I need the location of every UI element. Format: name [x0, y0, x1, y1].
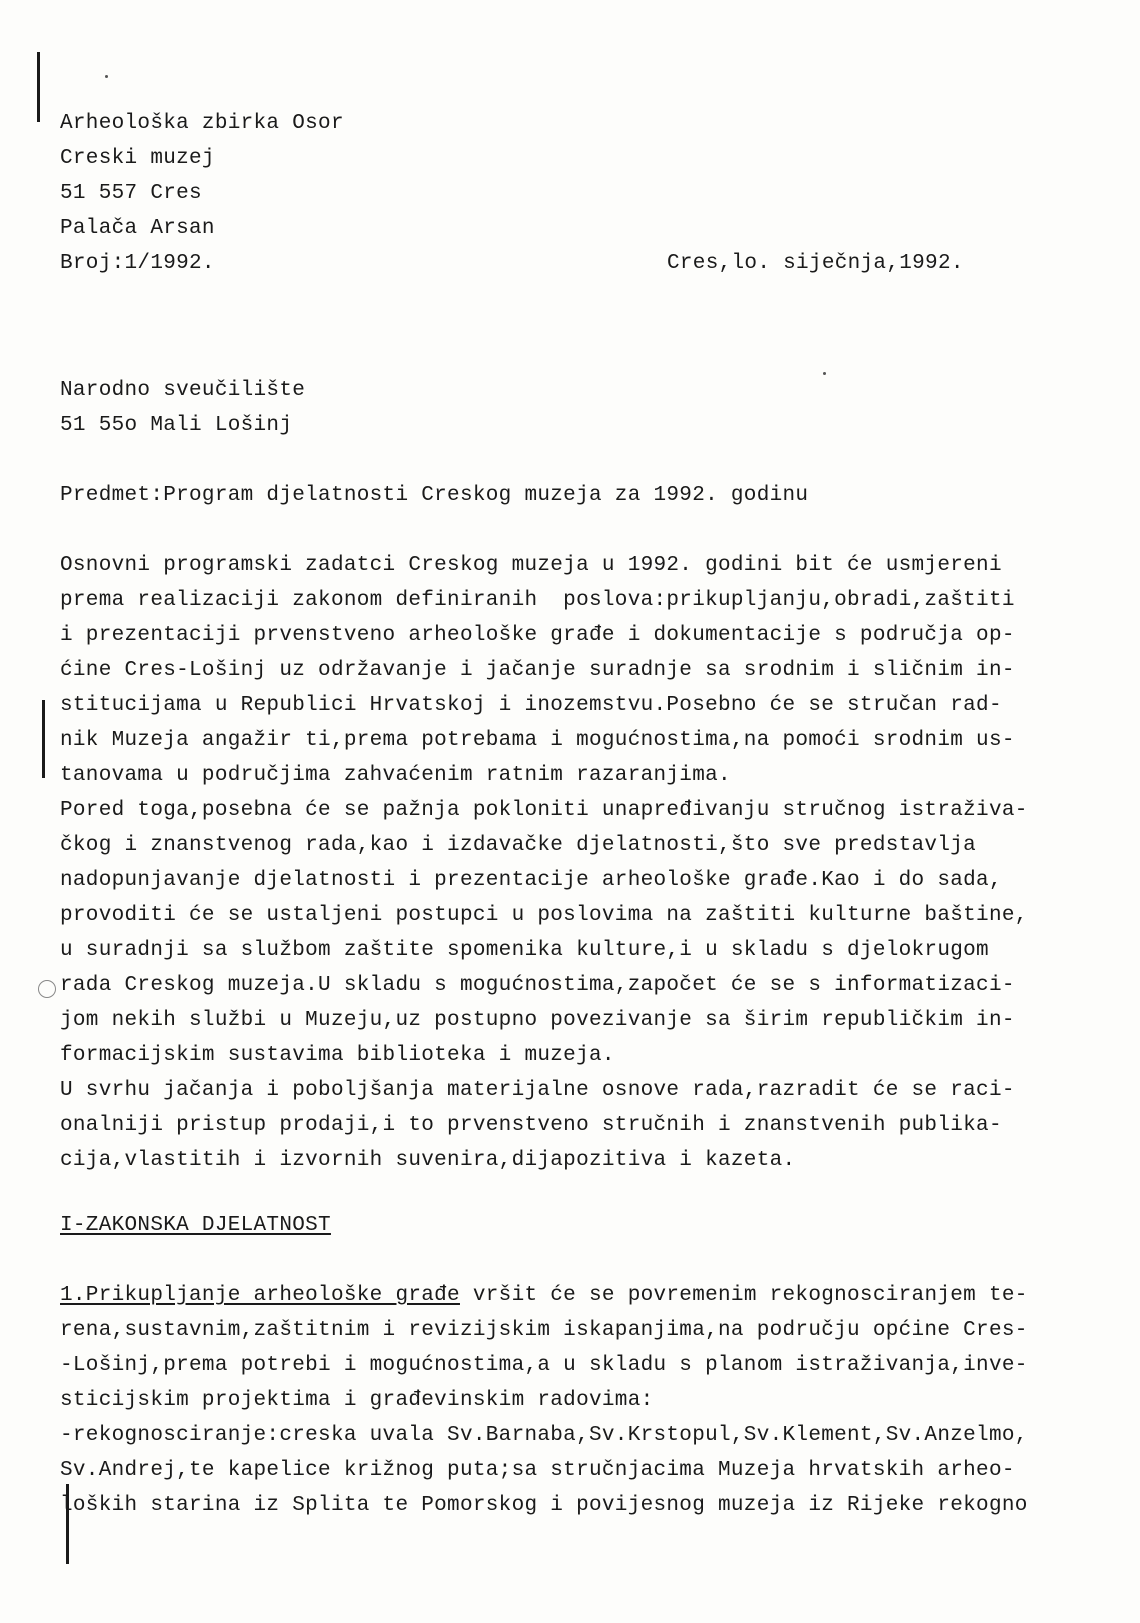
body-line: u suradnji sa službom zaštite spomenika kulture,i u skladu s djelokrugom	[60, 939, 989, 962]
section-line: Sv.Andrej,te kapelice križnog puta;sa stručnjacima Muzeja hrvatskih arheo-	[60, 1459, 1015, 1482]
section-first-line	[60, 1285, 1028, 1306]
body-line: nadopunjavanje djelatnosti i prezentacije arheološke građe.Kao i do sada,	[60, 869, 1002, 892]
section-heading: I-ZAKONSKA DJELATNOST	[60, 1214, 331, 1237]
body-line: cija,vlastitih i izvornih suvenira,dijapozitiva i kazeta.	[60, 1149, 796, 1172]
body-line: čkog i znanstvenog rada,kao i izdavačke djelatnosti,što sve predstavlja	[60, 834, 977, 857]
speck	[823, 372, 826, 375]
section-line: sticijskim projektima i građevinskim radovima:	[60, 1389, 654, 1412]
reference-number: Broj:1/1992.	[60, 252, 215, 275]
body-line: Pored toga,posebna će se pažnja pokloniti unapređivanju stručnog istraživa-	[60, 799, 1028, 822]
body-line: provoditi će se ustaljeni postupci u poslovima na zaštiti kulturne baštine,	[60, 904, 1028, 927]
section-line: -rekognosciranje:creska uvala Sv.Barnaba,Sv.Krstopul,Sv.Klement,Sv.Anzelmo,	[60, 1424, 1028, 1447]
sender-line: Palača Arsan	[60, 217, 215, 240]
section-line: rena,sustavnim,zaštitnim i revizijskim iskapanjima,na području općine Cres-	[60, 1319, 1028, 1342]
recipient-line: 51 55o Mali Lošinj	[60, 414, 293, 437]
body-line: jom nekih službi u Muzeju,uz postupno povezivanje sa širim republičkim in-	[60, 1009, 1015, 1032]
body-line: i prezentaciji prvenstveno arheološke građe i dokumentacije s područja op-	[60, 624, 1015, 647]
section-line: loških starina iz Splita te Pomorskog i povijesnog muzeja iz Rijeke rekogno	[60, 1494, 1028, 1517]
body-line: formacijskim sustavima biblioteka i muzeja.	[60, 1044, 615, 1067]
sender-line: 51 557 Cres	[60, 182, 202, 205]
place-date: Cres,lo. siječnja,1992.	[667, 252, 964, 275]
margin-mark-top	[37, 52, 40, 122]
body-line: Osnovni programski zadatci Creskog muzeja u 1992. godini bit će usmjereni	[60, 554, 1002, 577]
sender-line: Arheološka zbirka Osor	[60, 112, 344, 135]
body-line: ćine Cres-Lošinj uz održavanje i jačanje suradnje sa srodnim i sličnim in-	[60, 659, 1015, 682]
subject-line: Predmet:Program djelatnosti Creskog muzeja za 1992. godinu	[60, 484, 809, 507]
body-line: rada Creskog muzeja.U skladu s mogućnostima,započet će se s informatizaci-	[60, 974, 1015, 997]
recipient-line: Narodno sveučilište	[60, 379, 306, 402]
body-line: U svrhu jačanja i poboljšanja materijalne osnove rada,razradit će se raci-	[60, 1079, 1015, 1102]
body-line: onalniji pristup prodaji,i to prvenstveno stručnih i znanstvenih publika-	[60, 1114, 1002, 1137]
margin-circle-mark	[38, 980, 56, 998]
margin-mark-middle	[42, 700, 45, 778]
body-line: prema realizaciji zakonom definiranih poslova:prikupljanju,obradi,zaštiti	[60, 589, 1015, 612]
sender-line: Creski muzej	[60, 147, 215, 170]
speck	[105, 75, 108, 78]
section-line: -Lošinj,prema potrebi i mogućnostima,a u skladu s planom istraživanja,inve-	[60, 1354, 1028, 1377]
body-line: stitucijama u Republici Hrvatskoj i inozemstvu.Posebno će se stručan rad-	[60, 694, 1002, 717]
body-line: tanovama u područjima zahvaćenim ratnim razaranjima.	[60, 764, 731, 787]
body-line: nik Muzeja angažir ti,prema potrebama i mogućnostima,na pomoći srodnim us-	[60, 729, 1015, 752]
section-lead: 1.Prikupljanje arheološke građe	[60, 1284, 460, 1307]
section-lead-rest: vršit će se povremenim rekognosciranjem te-	[459, 1284, 1028, 1307]
